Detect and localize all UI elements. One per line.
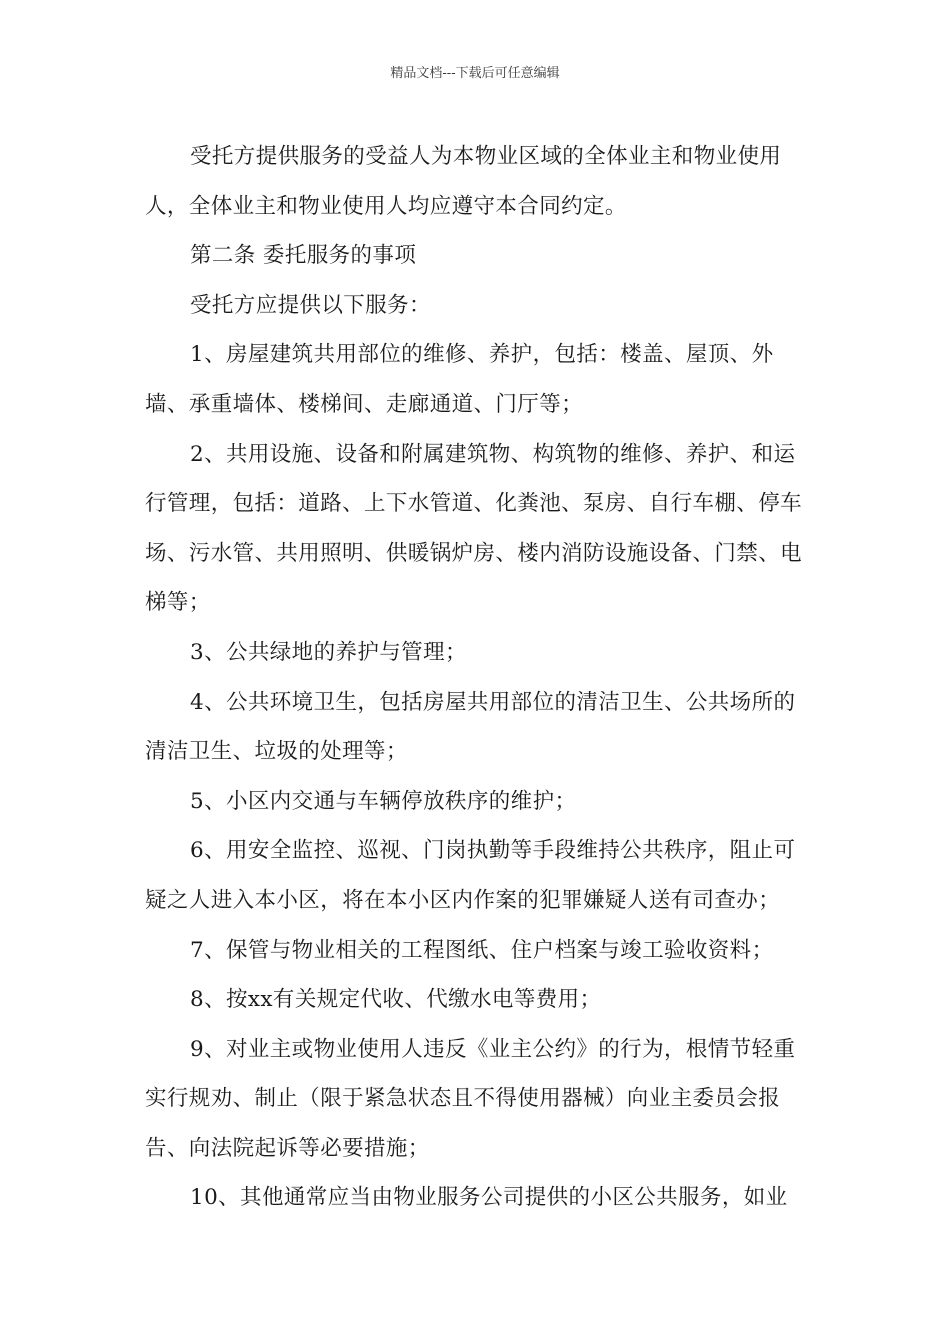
list-item-7: 7、保管与物业相关的工程图纸、住户档案与竣工验收资料；: [190, 937, 774, 963]
list-item-10: 10、其他通常应当由物业服务公司提供的小区公共服务，如业: [190, 1185, 788, 1211]
list-item-5: 5、小区内交通与车辆停放秩序的维护；: [190, 788, 577, 814]
list-item-1: 1、房屋建筑共用部位的维修、养护，包括：楼盖、屋顶、外墙、承重墙体、楼梯间、走廊通道、门厅等；: [145, 342, 774, 417]
list-item-2: 2、共用设施、设备和附属建筑物、构筑物的维修、养护、和运行管理，包括：道路、上下水管道、化粪池、泵房、自行车棚、停车场、污水管、共用照明、供暖锅炉房、楼内消防设施设备、门禁、电梯等；: [145, 441, 803, 616]
section-heading-article-2: 第二条 委托服务的事项: [190, 243, 417, 269]
paragraph-services-intro: 受托方应提供以下服务：: [190, 292, 431, 318]
document-body: [145, 132, 810, 1223]
page-header: 精品文档---下载后可任意编辑: [390, 66, 560, 81]
list-item-6: 6、用安全监控、巡视、门岗执勤等手段维持公共秩序，阻止可疑之人进入本小区，将在本小区内作案的犯罪嫌疑人送有司查办；: [145, 838, 796, 913]
list-item-4: 4、公共环境卫生，包括房屋共用部位的清洁卫生、公共场所的清洁卫生、垃圾的处理等；: [145, 689, 796, 765]
paragraph-beneficiary: 受托方提供服务的受益人为本物业区域的全体业主和物业使用人，全体业主和物业使用人均应遵守本合同约定。: [145, 144, 782, 219]
list-item-8: 8、按xx有关规定代收、代缴水电等费用；: [190, 987, 602, 1013]
list-item-3: 3、公共绿地的养护与管理；: [190, 639, 467, 665]
list-item-9: 9、对业主或物业使用人违反《业主公约》的行为，根情节轻重实行规劝、制止（限于紧急状态且不得使用器械）向业主委员会报告、向法院起诉等必要措施；: [145, 1036, 796, 1161]
